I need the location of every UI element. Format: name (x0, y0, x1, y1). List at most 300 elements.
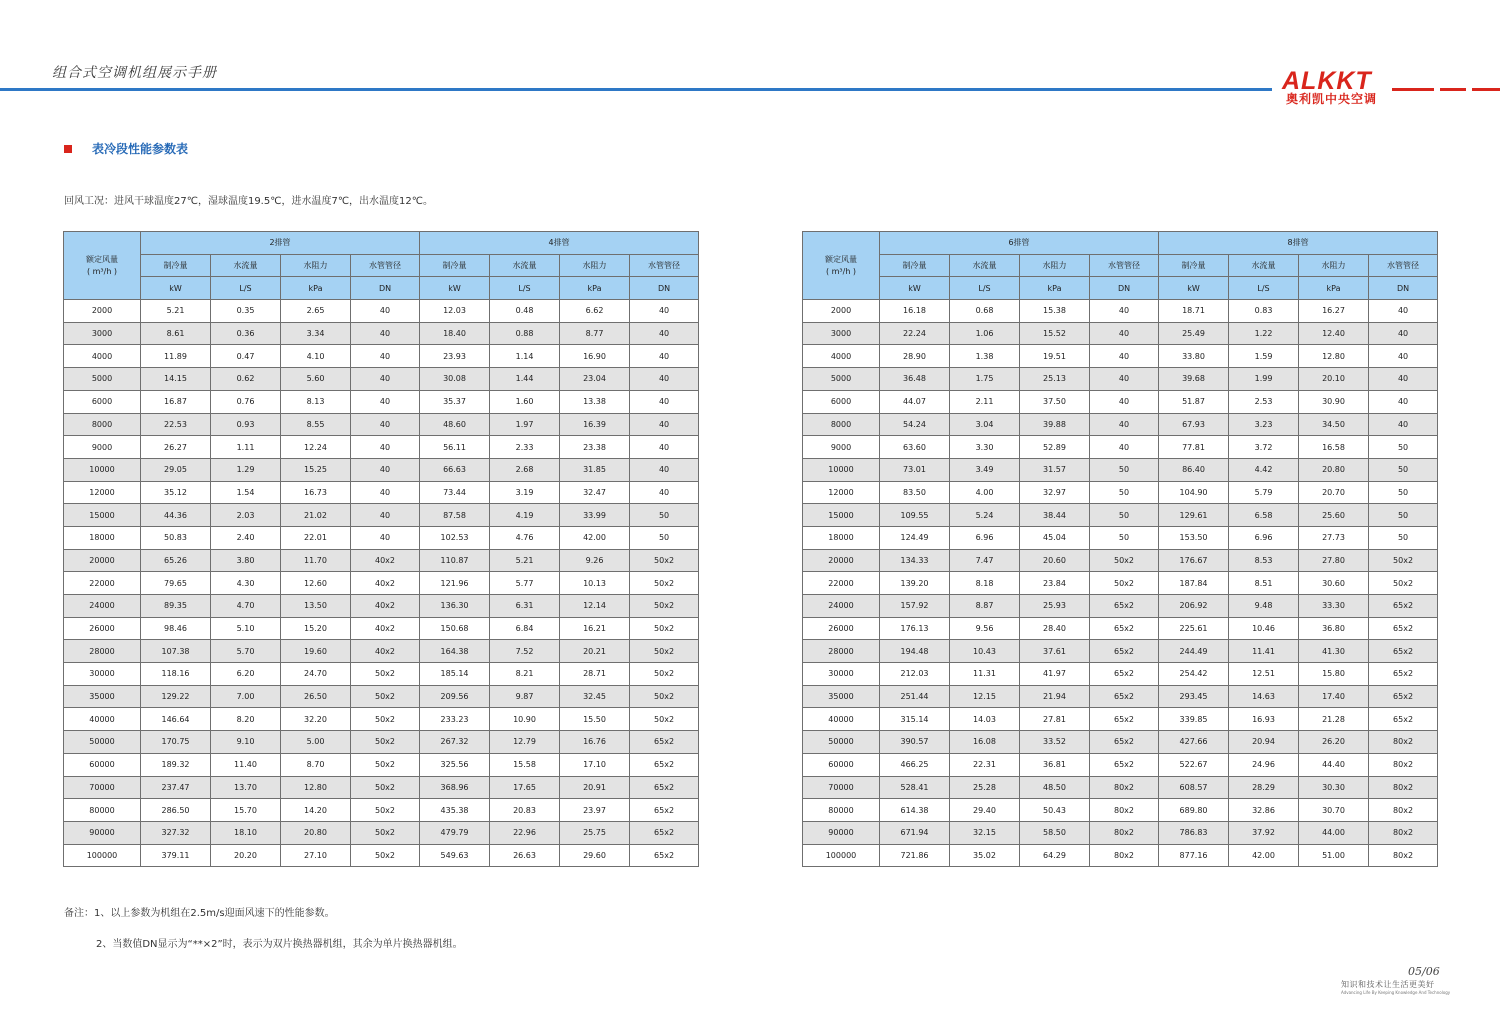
value-cell: 254.42 (1159, 663, 1229, 686)
value-cell: 50x2 (1369, 549, 1438, 572)
value-cell: 50x2 (630, 617, 699, 640)
value-cell: 4.42 (1229, 458, 1299, 481)
value-cell: 40 (1369, 322, 1438, 345)
value-cell: 6.58 (1229, 504, 1299, 527)
airflow-cell: 30000 (803, 663, 880, 686)
value-cell: 0.68 (950, 300, 1020, 323)
value-cell: 40 (630, 390, 699, 413)
value-cell: 129.61 (1159, 504, 1229, 527)
value-cell: 0.48 (490, 300, 560, 323)
value-cell: 244.49 (1159, 640, 1229, 663)
value-cell: 8.87 (950, 595, 1020, 618)
airflow-cell: 3000 (64, 322, 141, 345)
airflow-cell: 20000 (64, 549, 141, 572)
airflow-cell: 4000 (64, 345, 141, 368)
value-cell: 50x2 (1369, 572, 1438, 595)
value-cell: 22.96 (490, 821, 560, 844)
value-cell: 64.29 (1020, 844, 1090, 867)
value-cell: 48.50 (1020, 776, 1090, 799)
value-cell: 9.87 (490, 685, 560, 708)
table-row (64, 617, 699, 640)
value-cell: 5.70 (211, 640, 281, 663)
sub-header-pipe: 水管管径 (351, 254, 420, 277)
wind-header (64, 232, 141, 300)
value-cell: 16.18 (880, 300, 950, 323)
airflow-cell: 24000 (64, 595, 141, 618)
value-cell: 40x2 (351, 640, 420, 663)
value-cell: 25.75 (560, 821, 630, 844)
airflow-cell: 12000 (803, 481, 880, 504)
airflow-cell: 35000 (803, 685, 880, 708)
value-cell: 40 (351, 504, 420, 527)
airflow-cell: 80000 (64, 799, 141, 822)
value-cell: 40 (1090, 368, 1159, 391)
value-cell: 15.58 (490, 753, 560, 776)
value-cell: 0.35 (211, 300, 281, 323)
value-cell: 40 (1090, 436, 1159, 459)
logo-dash-3 (1472, 88, 1500, 91)
group-header-6-row: 6排管 (880, 232, 1159, 255)
airflow-cell: 2000 (803, 300, 880, 323)
table-row (803, 799, 1438, 822)
value-cell: 11.89 (141, 345, 211, 368)
value-cell: 65x2 (1369, 617, 1438, 640)
value-cell: 3.30 (950, 436, 1020, 459)
value-cell: 32.97 (1020, 481, 1090, 504)
value-cell: 65x2 (1090, 731, 1159, 754)
value-cell: 65x2 (1090, 640, 1159, 663)
value-cell: 40 (1369, 390, 1438, 413)
value-cell: 9.56 (950, 617, 1020, 640)
value-cell: 2.68 (490, 458, 560, 481)
value-cell: 38.44 (1020, 504, 1090, 527)
value-cell: 5.24 (950, 504, 1020, 527)
value-cell: 124.49 (880, 526, 950, 549)
value-cell: 176.13 (880, 617, 950, 640)
value-cell: 40 (1090, 345, 1159, 368)
wind-unit: ( m³/h ) (86, 266, 118, 276)
airflow-cell: 26000 (64, 617, 141, 640)
table-row (803, 481, 1438, 504)
value-cell: 3.19 (490, 481, 560, 504)
value-cell: 0.47 (211, 345, 281, 368)
value-cell: 65x2 (1369, 685, 1438, 708)
value-cell: 6.31 (490, 595, 560, 618)
value-cell: 19.60 (281, 640, 351, 663)
value-cell: 40 (351, 526, 420, 549)
value-cell: 65x2 (630, 731, 699, 754)
unit-dn: DN (630, 277, 699, 300)
airflow-cell: 26000 (803, 617, 880, 640)
value-cell: 50 (1369, 481, 1438, 504)
value-cell: 33.80 (1159, 345, 1229, 368)
value-cell: 50x2 (351, 776, 420, 799)
value-cell: 1.59 (1229, 345, 1299, 368)
group-header-2-row: 2排管 (141, 232, 420, 255)
value-cell: 2.53 (1229, 390, 1299, 413)
value-cell: 30.70 (1299, 799, 1369, 822)
group-header-4-row: 4排管 (420, 232, 699, 255)
value-cell: 33.52 (1020, 731, 1090, 754)
value-cell: 9.48 (1229, 595, 1299, 618)
value-cell: 35.12 (141, 481, 211, 504)
value-cell: 368.96 (420, 776, 490, 799)
value-cell: 3.80 (211, 549, 281, 572)
value-cell: 34.50 (1299, 413, 1369, 436)
value-cell: 41.97 (1020, 663, 1090, 686)
value-cell: 35.37 (420, 390, 490, 413)
table-row (64, 413, 699, 436)
value-cell: 50x2 (630, 640, 699, 663)
value-cell: 50x2 (351, 753, 420, 776)
value-cell: 20.83 (490, 799, 560, 822)
unit-kpa: kPa (560, 277, 630, 300)
value-cell: 16.73 (281, 481, 351, 504)
value-cell: 16.93 (1229, 708, 1299, 731)
table-row (64, 526, 699, 549)
value-cell: 15.38 (1020, 300, 1090, 323)
value-cell: 50 (1369, 526, 1438, 549)
airflow-cell: 2000 (64, 300, 141, 323)
unit-kpa: kPa (281, 277, 351, 300)
value-cell: 35.02 (950, 844, 1020, 867)
airflow-cell: 3000 (803, 322, 880, 345)
value-cell: 29.05 (141, 458, 211, 481)
value-cell: 327.32 (141, 821, 211, 844)
value-cell: 5.21 (141, 300, 211, 323)
value-cell: 80x2 (1369, 776, 1438, 799)
value-cell: 50 (1369, 436, 1438, 459)
value-cell: 54.24 (880, 413, 950, 436)
value-cell: 37.92 (1229, 821, 1299, 844)
unit-kw: kW (420, 277, 490, 300)
value-cell: 32.15 (950, 821, 1020, 844)
value-cell: 50x2 (630, 595, 699, 618)
airflow-cell: 30000 (64, 663, 141, 686)
sub-header-flow: 水流量 (950, 254, 1020, 277)
value-cell: 50 (630, 504, 699, 527)
value-cell: 32.20 (281, 708, 351, 731)
value-cell: 48.60 (420, 413, 490, 436)
airflow-cell: 50000 (803, 731, 880, 754)
unit-kw: kW (880, 277, 950, 300)
value-cell: 22.31 (950, 753, 1020, 776)
value-cell: 206.92 (1159, 595, 1229, 618)
value-cell: 40 (630, 413, 699, 436)
unit-kw: kW (1159, 277, 1229, 300)
airflow-cell: 80000 (803, 799, 880, 822)
value-cell: 237.47 (141, 776, 211, 799)
value-cell: 13.70 (211, 776, 281, 799)
value-cell: 185.14 (420, 663, 490, 686)
airflow-cell: 10000 (803, 458, 880, 481)
value-cell: 5.00 (281, 731, 351, 754)
value-cell: 40 (630, 300, 699, 323)
value-cell: 293.45 (1159, 685, 1229, 708)
value-cell: 73.44 (420, 481, 490, 504)
value-cell: 65x2 (1090, 753, 1159, 776)
airflow-cell: 8000 (803, 413, 880, 436)
value-cell: 50x2 (1090, 572, 1159, 595)
value-cell: 18.10 (211, 821, 281, 844)
value-cell: 37.50 (1020, 390, 1090, 413)
unit-dn: DN (351, 277, 420, 300)
value-cell: 21.28 (1299, 708, 1369, 731)
sub-header-resistance: 水阻力 (560, 254, 630, 277)
sub-header-resistance: 水阻力 (1299, 254, 1369, 277)
value-cell: 80x2 (1090, 821, 1159, 844)
value-cell: 80x2 (1090, 844, 1159, 867)
value-cell: 65x2 (1369, 663, 1438, 686)
value-cell: 12.24 (281, 436, 351, 459)
condition-text: 回风工况：进风干球温度27℃，湿球温度19.5℃，进水温度7℃，出水温度12℃。 (64, 196, 433, 207)
value-cell: 40 (1090, 390, 1159, 413)
value-cell: 8.61 (141, 322, 211, 345)
logo-mark: ALKKT (1282, 67, 1372, 95)
value-cell: 40 (351, 413, 420, 436)
value-cell: 63.60 (880, 436, 950, 459)
value-cell: 65x2 (1090, 617, 1159, 640)
value-cell: 2.33 (490, 436, 560, 459)
value-cell: 5.79 (1229, 481, 1299, 504)
value-cell: 37.61 (1020, 640, 1090, 663)
logo-subtitle: 奥利凯中央空调 (1286, 92, 1378, 106)
value-cell: 1.44 (490, 368, 560, 391)
page-number: 05/06 (1408, 965, 1440, 978)
value-cell: 0.36 (211, 322, 281, 345)
value-cell: 146.64 (141, 708, 211, 731)
value-cell: 40 (1090, 322, 1159, 345)
value-cell: 13.38 (560, 390, 630, 413)
value-cell: 17.40 (1299, 685, 1369, 708)
airflow-cell: 50000 (64, 731, 141, 754)
value-cell: 65x2 (1090, 685, 1159, 708)
value-cell: 40x2 (351, 572, 420, 595)
value-cell: 79.65 (141, 572, 211, 595)
value-cell: 671.94 (880, 821, 950, 844)
note-2: 2、当数值DN显示为“**×2”时，表示为双片换热器机组，其余为单片换热器机组。 (96, 939, 463, 950)
value-cell: 66.63 (420, 458, 490, 481)
value-cell: 435.38 (420, 799, 490, 822)
value-cell: 65x2 (1369, 595, 1438, 618)
value-cell: 32.47 (560, 481, 630, 504)
value-cell: 2.65 (281, 300, 351, 323)
table-row (803, 322, 1438, 345)
value-cell: 1.11 (211, 436, 281, 459)
value-cell: 65x2 (1369, 708, 1438, 731)
value-cell: 10.43 (950, 640, 1020, 663)
airflow-cell: 90000 (64, 821, 141, 844)
table-row (64, 731, 699, 754)
value-cell: 77.81 (1159, 436, 1229, 459)
value-cell: 129.22 (141, 685, 211, 708)
value-cell: 51.87 (1159, 390, 1229, 413)
value-cell: 40 (351, 345, 420, 368)
airflow-cell: 70000 (803, 776, 880, 799)
value-cell: 4.00 (950, 481, 1020, 504)
table-row (803, 731, 1438, 754)
value-cell: 176.67 (1159, 549, 1229, 572)
unit-ls: L/S (490, 277, 560, 300)
value-cell: 23.93 (420, 345, 490, 368)
table-row (64, 300, 699, 323)
unit-dn: DN (1369, 277, 1438, 300)
value-cell: 8.51 (1229, 572, 1299, 595)
sub-header-cooling: 制冷量 (420, 254, 490, 277)
value-cell: 14.63 (1229, 685, 1299, 708)
table-row (64, 640, 699, 663)
sub-header-flow: 水流量 (490, 254, 560, 277)
table-row (64, 368, 699, 391)
value-cell: 27.73 (1299, 526, 1369, 549)
unit-kpa: kPa (1020, 277, 1090, 300)
value-cell: 50.83 (141, 526, 211, 549)
table-row (64, 753, 699, 776)
value-cell: 33.99 (560, 504, 630, 527)
airflow-cell: 100000 (803, 844, 880, 867)
value-cell: 30.90 (1299, 390, 1369, 413)
value-cell: 153.50 (1159, 526, 1229, 549)
table-row (64, 504, 699, 527)
value-cell: 6.84 (490, 617, 560, 640)
value-cell: 17.10 (560, 753, 630, 776)
value-cell: 40 (1090, 413, 1159, 436)
value-cell: 50x2 (351, 731, 420, 754)
airflow-cell: 5000 (64, 368, 141, 391)
value-cell: 56.11 (420, 436, 490, 459)
value-cell: 20.10 (1299, 368, 1369, 391)
section-marker (64, 145, 72, 153)
value-cell: 118.16 (141, 663, 211, 686)
table-row (803, 753, 1438, 776)
value-cell: 58.50 (1020, 821, 1090, 844)
value-cell: 27.80 (1299, 549, 1369, 572)
value-cell: 0.76 (211, 390, 281, 413)
table-body-left (64, 300, 699, 867)
value-cell: 23.04 (560, 368, 630, 391)
footer-slogan: 知识和技术让生活更美好 (1341, 980, 1435, 989)
airflow-cell: 9000 (803, 436, 880, 459)
value-cell: 15.70 (211, 799, 281, 822)
value-cell: 251.44 (880, 685, 950, 708)
value-cell: 44.40 (1299, 753, 1369, 776)
value-cell: 39.88 (1020, 413, 1090, 436)
value-cell: 9.10 (211, 731, 281, 754)
value-cell: 164.38 (420, 640, 490, 663)
value-cell: 8.18 (950, 572, 1020, 595)
value-cell: 50x2 (351, 821, 420, 844)
value-cell: 31.57 (1020, 458, 1090, 481)
unit-kpa: kPa (1299, 277, 1369, 300)
value-cell: 194.48 (880, 640, 950, 663)
value-cell: 10.46 (1229, 617, 1299, 640)
value-cell: 73.01 (880, 458, 950, 481)
value-cell: 40 (630, 458, 699, 481)
value-cell: 22.01 (281, 526, 351, 549)
value-cell: 157.92 (880, 595, 950, 618)
sub-header-flow: 水流量 (1229, 254, 1299, 277)
value-cell: 44.36 (141, 504, 211, 527)
sub-header-cooling: 制冷量 (1159, 254, 1229, 277)
sub-header-cooling: 制冷量 (141, 254, 211, 277)
value-cell: 65x2 (630, 844, 699, 867)
value-cell: 80x2 (1090, 776, 1159, 799)
value-cell: 16.58 (1299, 436, 1369, 459)
value-cell: 16.90 (560, 345, 630, 368)
value-cell: 0.83 (1229, 300, 1299, 323)
airflow-cell: 20000 (803, 549, 880, 572)
value-cell: 7.47 (950, 549, 1020, 572)
value-cell: 233.23 (420, 708, 490, 731)
value-cell: 16.21 (560, 617, 630, 640)
value-cell: 19.51 (1020, 345, 1090, 368)
header-title: 组合式空调机组展示手册 (52, 65, 217, 81)
value-cell: 20.94 (1229, 731, 1299, 754)
value-cell: 40 (351, 436, 420, 459)
value-cell: 40x2 (351, 595, 420, 618)
value-cell: 1.06 (950, 322, 1020, 345)
value-cell: 315.14 (880, 708, 950, 731)
value-cell: 286.50 (141, 799, 211, 822)
table-row (803, 844, 1438, 867)
value-cell: 44.07 (880, 390, 950, 413)
value-cell: 7.52 (490, 640, 560, 663)
value-cell: 121.96 (420, 572, 490, 595)
value-cell: 44.00 (1299, 821, 1369, 844)
logo-dash-1 (1392, 88, 1434, 91)
value-cell: 339.85 (1159, 708, 1229, 731)
value-cell: 40 (351, 368, 420, 391)
value-cell: 2.11 (950, 390, 1020, 413)
value-cell: 50 (1090, 504, 1159, 527)
airflow-cell: 18000 (803, 526, 880, 549)
sub-header-pipe: 水管管径 (1369, 254, 1438, 277)
value-cell: 3.49 (950, 458, 1020, 481)
value-cell: 50 (1090, 458, 1159, 481)
value-cell: 9.26 (560, 549, 630, 572)
airflow-cell: 40000 (803, 708, 880, 731)
value-cell: 50 (1090, 481, 1159, 504)
table-row (803, 368, 1438, 391)
sub-header-resistance: 水阻力 (1020, 254, 1090, 277)
table-row (803, 572, 1438, 595)
value-cell: 40 (630, 322, 699, 345)
value-cell: 1.38 (950, 345, 1020, 368)
value-cell: 549.63 (420, 844, 490, 867)
value-cell: 50 (1369, 458, 1438, 481)
table-row (803, 685, 1438, 708)
airflow-cell: 100000 (64, 844, 141, 867)
value-cell: 3.04 (950, 413, 1020, 436)
value-cell: 25.13 (1020, 368, 1090, 391)
table-row (803, 776, 1438, 799)
value-cell: 40 (630, 481, 699, 504)
value-cell: 40 (630, 368, 699, 391)
value-cell: 427.66 (1159, 731, 1229, 754)
unit-kw: kW (141, 277, 211, 300)
value-cell: 5.60 (281, 368, 351, 391)
value-cell: 80x2 (1369, 844, 1438, 867)
value-cell: 390.57 (880, 731, 950, 754)
value-cell: 50x2 (1090, 549, 1159, 572)
value-cell: 0.62 (211, 368, 281, 391)
value-cell: 80x2 (1369, 799, 1438, 822)
value-cell: 466.25 (880, 753, 950, 776)
value-cell: 150.68 (420, 617, 490, 640)
value-cell: 1.75 (950, 368, 1020, 391)
value-cell: 20.20 (211, 844, 281, 867)
value-cell: 50x2 (630, 549, 699, 572)
